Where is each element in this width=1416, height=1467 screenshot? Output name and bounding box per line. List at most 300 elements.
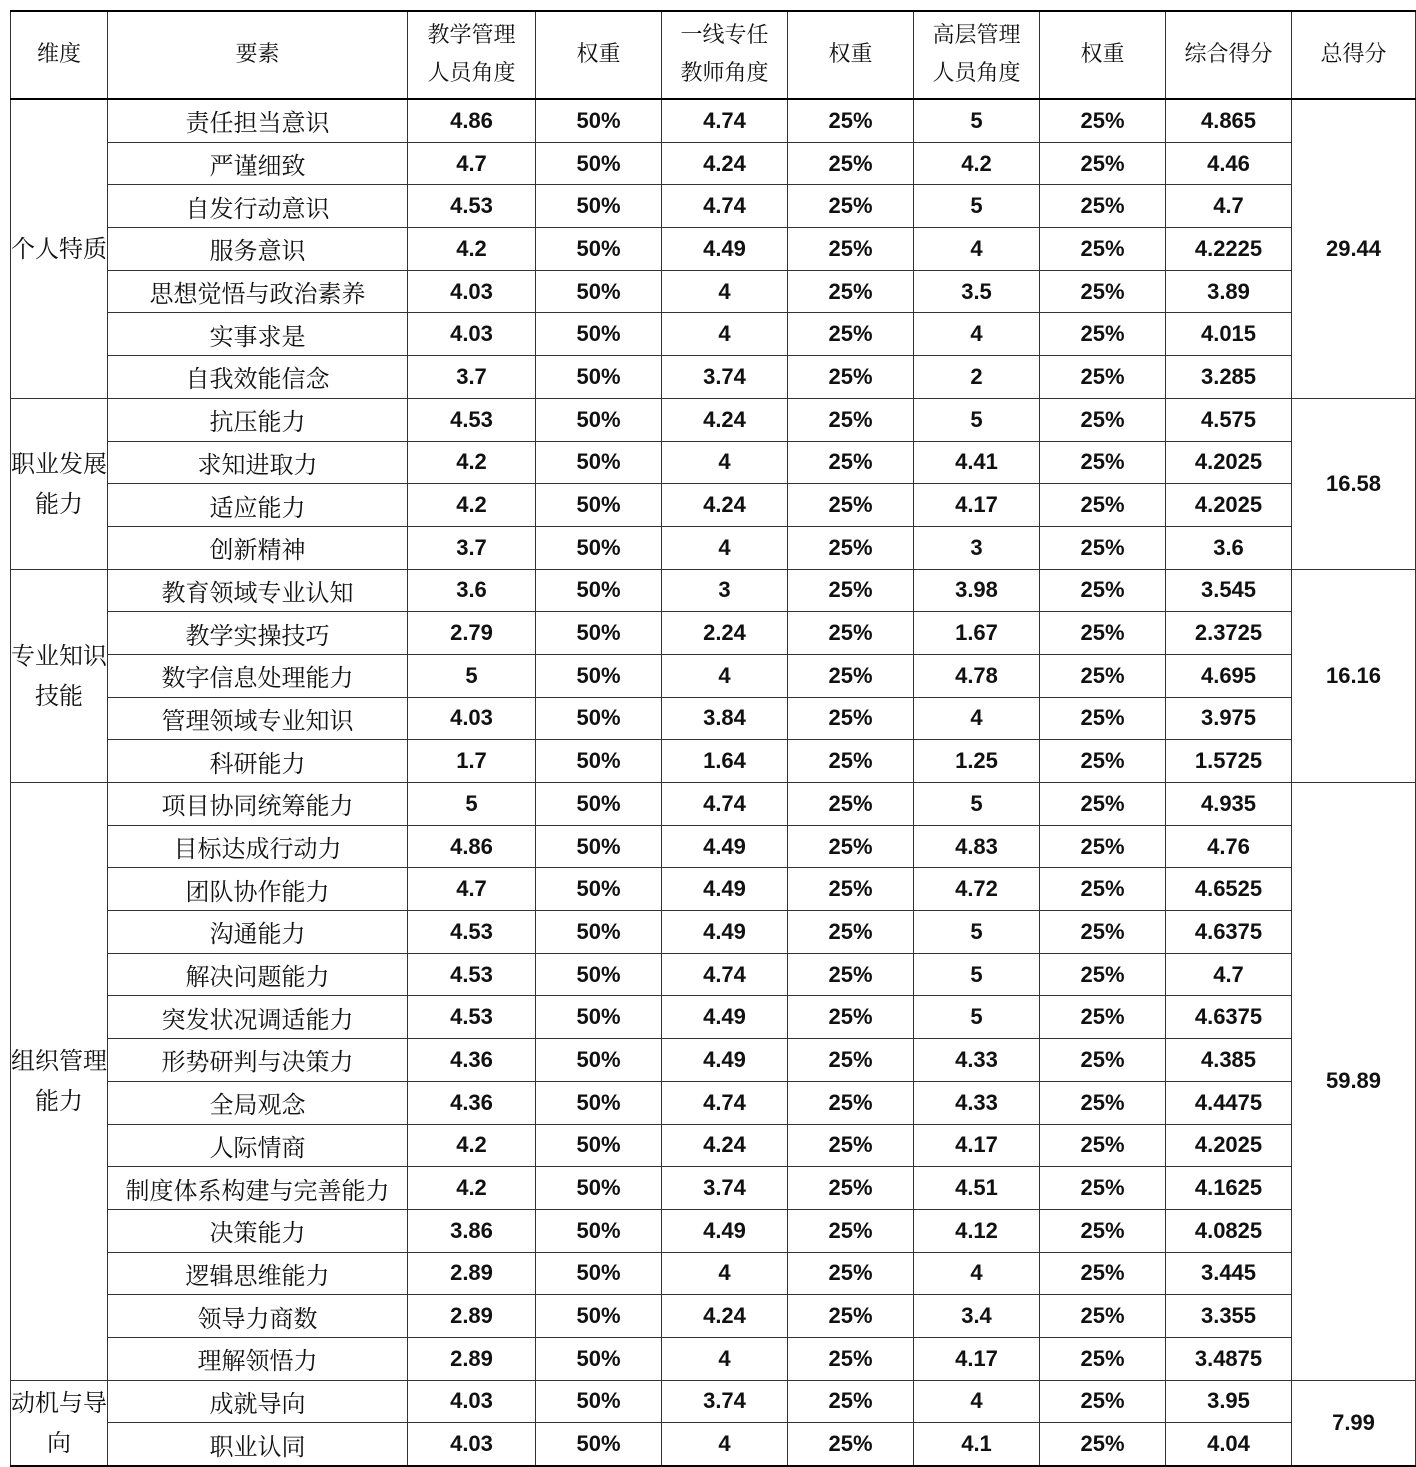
table-row	[11, 825, 1416, 868]
senior-admin-score: 4.83	[914, 825, 1040, 868]
weight-cell: 25%	[788, 783, 914, 826]
header-frontline-teacher-view: 一线专任教师角度	[662, 11, 788, 99]
weight-cell: 25%	[788, 1124, 914, 1167]
senior-admin-score: 4.41	[914, 441, 1040, 484]
teaching-admin-score: 3.7	[408, 526, 536, 569]
composite-score: 4.04	[1166, 1423, 1292, 1466]
weight-cell: 50%	[536, 612, 662, 655]
teaching-admin-score: 4.53	[408, 996, 536, 1039]
weight-cell: 25%	[1040, 484, 1166, 527]
weight-cell: 50%	[536, 783, 662, 826]
frontline-teacher-score: 4.49	[662, 1209, 788, 1252]
table-row	[11, 911, 1416, 954]
weight-cell: 50%	[536, 356, 662, 399]
weight-cell: 50%	[536, 99, 662, 142]
weight-cell: 25%	[1040, 783, 1166, 826]
teaching-admin-score: 4.2	[408, 441, 536, 484]
table-row	[11, 1081, 1416, 1124]
frontline-teacher-score: 3.74	[662, 1380, 788, 1423]
teaching-admin-score: 4.36	[408, 1039, 536, 1082]
composite-score: 4.575	[1166, 398, 1292, 441]
frontline-teacher-score: 3.84	[662, 697, 788, 740]
table-row	[11, 398, 1416, 441]
dimension-cell: 动机与导向	[11, 1380, 108, 1466]
element-cell: 理解领悟力	[108, 1337, 408, 1380]
weight-cell: 25%	[1040, 142, 1166, 185]
senior-admin-score: 4.33	[914, 1039, 1040, 1082]
weight-cell: 50%	[536, 185, 662, 228]
header-total-score: 总得分	[1292, 11, 1416, 99]
composite-score: 4.015	[1166, 313, 1292, 356]
table-row	[11, 953, 1416, 996]
senior-admin-score: 5	[914, 953, 1040, 996]
teaching-admin-score: 4.03	[408, 1380, 536, 1423]
frontline-teacher-score: 4	[662, 441, 788, 484]
table-row	[11, 441, 1416, 484]
weight-cell: 50%	[536, 1209, 662, 1252]
table-row	[11, 526, 1416, 569]
weight-cell: 25%	[1040, 1081, 1166, 1124]
dimension-cell: 专业知识技能	[11, 569, 108, 782]
frontline-teacher-score: 4.74	[662, 953, 788, 996]
table-row	[11, 1337, 1416, 1380]
teaching-admin-score: 2.89	[408, 1252, 536, 1295]
composite-score: 4.2025	[1166, 484, 1292, 527]
weight-cell: 25%	[788, 1252, 914, 1295]
frontline-teacher-score: 4.24	[662, 398, 788, 441]
frontline-teacher-score: 2.24	[662, 612, 788, 655]
table-row	[11, 1167, 1416, 1210]
senior-admin-score: 4.1	[914, 1423, 1040, 1466]
weight-cell: 25%	[1040, 356, 1166, 399]
weight-cell: 50%	[536, 996, 662, 1039]
weight-cell: 50%	[536, 270, 662, 313]
frontline-teacher-score: 4	[662, 526, 788, 569]
weight-cell: 25%	[788, 142, 914, 185]
header-weight-3: 权重	[1040, 11, 1166, 99]
weight-cell: 25%	[788, 228, 914, 271]
senior-admin-score: 3.4	[914, 1295, 1040, 1338]
teaching-admin-score: 2.89	[408, 1295, 536, 1338]
composite-score: 3.6	[1166, 526, 1292, 569]
frontline-teacher-score: 4	[662, 1252, 788, 1295]
weight-cell: 25%	[1040, 1423, 1166, 1466]
element-cell: 数字信息处理能力	[108, 654, 408, 697]
weight-cell: 25%	[1040, 313, 1166, 356]
teaching-admin-score: 5	[408, 654, 536, 697]
senior-admin-score: 5	[914, 996, 1040, 1039]
weight-cell: 25%	[1040, 1167, 1166, 1210]
weight-cell: 25%	[788, 185, 914, 228]
weight-cell: 25%	[788, 99, 914, 142]
table-row	[11, 228, 1416, 271]
frontline-teacher-score: 4.74	[662, 1081, 788, 1124]
table-row	[11, 1380, 1416, 1423]
weight-cell: 50%	[536, 1167, 662, 1210]
teaching-admin-score: 1.7	[408, 740, 536, 783]
element-cell: 沟通能力	[108, 911, 408, 954]
element-cell: 自我效能信念	[108, 356, 408, 399]
senior-admin-score: 4.12	[914, 1209, 1040, 1252]
teaching-admin-score: 5	[408, 783, 536, 826]
element-cell: 全局观念	[108, 1081, 408, 1124]
weight-cell: 25%	[788, 740, 914, 783]
weight-cell: 25%	[1040, 1380, 1166, 1423]
element-cell: 创新精神	[108, 526, 408, 569]
weight-cell: 25%	[1040, 1209, 1166, 1252]
header-weight-2: 权重	[788, 11, 914, 99]
weight-cell: 25%	[1040, 825, 1166, 868]
weight-cell: 25%	[1040, 1124, 1166, 1167]
table-row	[11, 313, 1416, 356]
composite-score: 4.46	[1166, 142, 1292, 185]
element-cell: 教学实操技巧	[108, 612, 408, 655]
table-row	[11, 1252, 1416, 1295]
teaching-admin-score: 4.36	[408, 1081, 536, 1124]
composite-score: 4.865	[1166, 99, 1292, 142]
frontline-teacher-score: 4	[662, 1423, 788, 1466]
element-cell: 逻辑思维能力	[108, 1252, 408, 1295]
teaching-admin-score: 4.03	[408, 697, 536, 740]
teaching-admin-score: 4.86	[408, 825, 536, 868]
teaching-admin-score: 4.2	[408, 228, 536, 271]
composite-score: 3.89	[1166, 270, 1292, 313]
element-cell: 成就导向	[108, 1380, 408, 1423]
weight-cell: 25%	[788, 996, 914, 1039]
total-score-cell: 16.16	[1292, 569, 1416, 782]
composite-score: 4.7	[1166, 185, 1292, 228]
composite-score: 4.6525	[1166, 868, 1292, 911]
weight-cell: 25%	[788, 356, 914, 399]
element-cell: 项目协同统筹能力	[108, 783, 408, 826]
teaching-admin-score: 3.6	[408, 569, 536, 612]
senior-admin-score: 4	[914, 313, 1040, 356]
composite-score: 4.0825	[1166, 1209, 1292, 1252]
weight-cell: 25%	[788, 484, 914, 527]
weight-cell: 25%	[788, 313, 914, 356]
table-body	[11, 99, 1416, 1466]
composite-score: 3.445	[1166, 1252, 1292, 1295]
element-cell: 管理领域专业知识	[108, 697, 408, 740]
weight-cell: 50%	[536, 1124, 662, 1167]
composite-score: 4.6375	[1166, 911, 1292, 954]
element-cell: 团队协作能力	[108, 868, 408, 911]
frontline-teacher-score: 4	[662, 1337, 788, 1380]
weight-cell: 25%	[788, 1337, 914, 1380]
header-dimension: 维度	[11, 11, 108, 99]
table-row	[11, 996, 1416, 1039]
composite-score: 3.285	[1166, 356, 1292, 399]
weight-cell: 25%	[1040, 868, 1166, 911]
table-row	[11, 1039, 1416, 1082]
weight-cell: 25%	[1040, 612, 1166, 655]
weight-cell: 25%	[1040, 996, 1166, 1039]
weight-cell: 25%	[1040, 270, 1166, 313]
weight-cell: 25%	[788, 1039, 914, 1082]
frontline-teacher-score: 4.74	[662, 185, 788, 228]
table-row	[11, 868, 1416, 911]
element-cell: 突发状况调适能力	[108, 996, 408, 1039]
senior-admin-score: 4.51	[914, 1167, 1040, 1210]
weight-cell: 50%	[536, 569, 662, 612]
table-row	[11, 356, 1416, 399]
weight-cell: 25%	[1040, 569, 1166, 612]
weight-cell: 25%	[1040, 1252, 1166, 1295]
senior-admin-score: 4.2	[914, 142, 1040, 185]
weight-cell: 50%	[536, 526, 662, 569]
teaching-admin-score: 4.7	[408, 868, 536, 911]
frontline-teacher-score: 4.49	[662, 228, 788, 271]
element-cell: 服务意识	[108, 228, 408, 271]
composite-score: 4.2025	[1166, 1124, 1292, 1167]
element-cell: 解决问题能力	[108, 953, 408, 996]
table-row	[11, 569, 1416, 612]
frontline-teacher-score: 4.24	[662, 1124, 788, 1167]
composite-score: 3.975	[1166, 697, 1292, 740]
weight-cell: 50%	[536, 825, 662, 868]
element-cell: 领导力商数	[108, 1295, 408, 1338]
weight-cell: 25%	[1040, 911, 1166, 954]
table-row	[11, 185, 1416, 228]
weight-cell: 25%	[1040, 740, 1166, 783]
weight-cell: 25%	[788, 868, 914, 911]
weight-cell: 25%	[1040, 1295, 1166, 1338]
weight-cell: 25%	[1040, 185, 1166, 228]
frontline-teacher-score: 3.74	[662, 1167, 788, 1210]
dimension-cell: 个人特质	[11, 99, 108, 398]
table-row	[11, 270, 1416, 313]
element-cell: 教育领域专业认知	[108, 569, 408, 612]
element-cell: 求知进取力	[108, 441, 408, 484]
weight-cell: 25%	[1040, 526, 1166, 569]
weight-cell: 50%	[536, 398, 662, 441]
composite-score: 4.1625	[1166, 1167, 1292, 1210]
composite-score: 3.4875	[1166, 1337, 1292, 1380]
score-table	[10, 10, 1416, 1467]
element-cell: 抗压能力	[108, 398, 408, 441]
composite-score: 4.4475	[1166, 1081, 1292, 1124]
weight-cell: 25%	[1040, 953, 1166, 996]
element-cell: 严谨细致	[108, 142, 408, 185]
senior-admin-score: 5	[914, 911, 1040, 954]
weight-cell: 25%	[788, 1081, 914, 1124]
teaching-admin-score: 4.03	[408, 313, 536, 356]
weight-cell: 50%	[536, 313, 662, 356]
dimension-cell: 组织管理能力	[11, 783, 108, 1381]
weight-cell: 25%	[788, 654, 914, 697]
composite-score: 4.385	[1166, 1039, 1292, 1082]
senior-admin-score: 1.67	[914, 612, 1040, 655]
dimension-cell: 职业发展能力	[11, 398, 108, 569]
senior-admin-score: 3.98	[914, 569, 1040, 612]
frontline-teacher-score: 4.49	[662, 996, 788, 1039]
teaching-admin-score: 4.03	[408, 270, 536, 313]
senior-admin-score: 4.78	[914, 654, 1040, 697]
weight-cell: 25%	[788, 697, 914, 740]
frontline-teacher-score: 4	[662, 313, 788, 356]
senior-admin-score: 5	[914, 783, 1040, 826]
weight-cell: 50%	[536, 441, 662, 484]
table-row	[11, 1124, 1416, 1167]
total-score-cell: 16.58	[1292, 398, 1416, 569]
weight-cell: 25%	[788, 398, 914, 441]
senior-admin-score: 4.17	[914, 484, 1040, 527]
weight-cell: 50%	[536, 1252, 662, 1295]
weight-cell: 50%	[536, 1423, 662, 1466]
senior-admin-score: 4	[914, 697, 1040, 740]
weight-cell: 25%	[788, 270, 914, 313]
weight-cell: 50%	[536, 1039, 662, 1082]
weight-cell: 50%	[536, 697, 662, 740]
weight-cell: 25%	[788, 1295, 914, 1338]
weight-cell: 50%	[536, 1081, 662, 1124]
senior-admin-score: 3	[914, 526, 1040, 569]
header-element: 要素	[108, 11, 408, 99]
total-score-cell: 29.44	[1292, 99, 1416, 398]
weight-cell: 25%	[788, 825, 914, 868]
table-row	[11, 142, 1416, 185]
header-composite-score: 综合得分	[1166, 11, 1292, 99]
weight-cell: 50%	[536, 1380, 662, 1423]
header-senior-admin-view: 高层管理人员角度	[914, 11, 1040, 99]
weight-cell: 25%	[1040, 654, 1166, 697]
senior-admin-score: 5	[914, 398, 1040, 441]
weight-cell: 25%	[788, 526, 914, 569]
weight-cell: 25%	[1040, 99, 1166, 142]
senior-admin-score: 4.17	[914, 1337, 1040, 1380]
senior-admin-score: 4	[914, 228, 1040, 271]
frontline-teacher-score: 4.74	[662, 783, 788, 826]
weight-cell: 25%	[1040, 228, 1166, 271]
weight-cell: 50%	[536, 1295, 662, 1338]
composite-score: 4.2025	[1166, 441, 1292, 484]
element-cell: 职业认同	[108, 1423, 408, 1466]
teaching-admin-score: 4.03	[408, 1423, 536, 1466]
total-score-cell: 59.89	[1292, 783, 1416, 1381]
frontline-teacher-score: 4	[662, 270, 788, 313]
frontline-teacher-score: 4.24	[662, 142, 788, 185]
teaching-admin-score: 3.86	[408, 1209, 536, 1252]
frontline-teacher-score: 4.49	[662, 1039, 788, 1082]
teaching-admin-score: 4.7	[408, 142, 536, 185]
senior-admin-score: 2	[914, 356, 1040, 399]
weight-cell: 50%	[536, 953, 662, 996]
composite-score: 4.2225	[1166, 228, 1292, 271]
weight-cell: 50%	[536, 740, 662, 783]
teaching-admin-score: 2.79	[408, 612, 536, 655]
weight-cell: 25%	[788, 441, 914, 484]
weight-cell: 25%	[788, 569, 914, 612]
element-cell: 制度体系构建与完善能力	[108, 1167, 408, 1210]
teaching-admin-score: 4.2	[408, 1167, 536, 1210]
weight-cell: 50%	[536, 868, 662, 911]
table-row	[11, 1423, 1416, 1466]
senior-admin-score: 1.25	[914, 740, 1040, 783]
weight-cell: 50%	[536, 654, 662, 697]
element-cell: 科研能力	[108, 740, 408, 783]
senior-admin-score: 4.33	[914, 1081, 1040, 1124]
teaching-admin-score: 4.86	[408, 99, 536, 142]
composite-score: 4.695	[1166, 654, 1292, 697]
composite-score: 3.545	[1166, 569, 1292, 612]
senior-admin-score: 4.72	[914, 868, 1040, 911]
element-cell: 思想觉悟与政治素养	[108, 270, 408, 313]
weight-cell: 25%	[788, 612, 914, 655]
teaching-admin-score: 3.7	[408, 356, 536, 399]
weight-cell: 25%	[788, 953, 914, 996]
weight-cell: 25%	[1040, 697, 1166, 740]
teaching-admin-score: 4.53	[408, 953, 536, 996]
teaching-admin-score: 4.53	[408, 911, 536, 954]
teaching-admin-score: 2.89	[408, 1337, 536, 1380]
element-cell: 形势研判与决策力	[108, 1039, 408, 1082]
weight-cell: 50%	[536, 142, 662, 185]
weight-cell: 25%	[788, 1423, 914, 1466]
table-row	[11, 697, 1416, 740]
weight-cell: 50%	[536, 1337, 662, 1380]
frontline-teacher-score: 4.24	[662, 484, 788, 527]
table-row	[11, 484, 1416, 527]
table-row	[11, 654, 1416, 697]
composite-score: 1.5725	[1166, 740, 1292, 783]
weight-cell: 25%	[788, 1167, 914, 1210]
weight-cell: 25%	[788, 911, 914, 954]
total-score-cell: 7.99	[1292, 1380, 1416, 1466]
composite-score: 3.355	[1166, 1295, 1292, 1338]
table-row	[11, 783, 1416, 826]
frontline-teacher-score: 4.74	[662, 99, 788, 142]
weight-cell: 50%	[536, 484, 662, 527]
header-teaching-admin-view: 教学管理人员角度	[408, 11, 536, 99]
frontline-teacher-score: 3.74	[662, 356, 788, 399]
element-cell: 责任担当意识	[108, 99, 408, 142]
teaching-admin-score: 4.2	[408, 1124, 536, 1167]
teaching-admin-score: 4.53	[408, 185, 536, 228]
frontline-teacher-score: 4.24	[662, 1295, 788, 1338]
element-cell: 自发行动意识	[108, 185, 408, 228]
weight-cell: 25%	[788, 1380, 914, 1423]
composite-score: 2.3725	[1166, 612, 1292, 655]
frontline-teacher-score: 4.49	[662, 825, 788, 868]
composite-score: 4.935	[1166, 783, 1292, 826]
senior-admin-score: 4	[914, 1252, 1040, 1295]
frontline-teacher-score: 3	[662, 569, 788, 612]
table-row	[11, 740, 1416, 783]
table-row	[11, 1209, 1416, 1252]
senior-admin-score: 5	[914, 99, 1040, 142]
table-row	[11, 612, 1416, 655]
teaching-admin-score: 4.53	[408, 398, 536, 441]
weight-cell: 25%	[1040, 398, 1166, 441]
teaching-admin-score: 4.2	[408, 484, 536, 527]
frontline-teacher-score: 4.49	[662, 868, 788, 911]
frontline-teacher-score: 4	[662, 654, 788, 697]
table-row	[11, 99, 1416, 142]
element-cell: 决策能力	[108, 1209, 408, 1252]
header-row	[11, 11, 1416, 99]
element-cell: 人际情商	[108, 1124, 408, 1167]
frontline-teacher-score: 4.49	[662, 911, 788, 954]
weight-cell: 25%	[1040, 1337, 1166, 1380]
weight-cell: 50%	[536, 911, 662, 954]
element-cell: 实事求是	[108, 313, 408, 356]
senior-admin-score: 4.17	[914, 1124, 1040, 1167]
composite-score: 4.7	[1166, 953, 1292, 996]
weight-cell: 25%	[788, 1209, 914, 1252]
frontline-teacher-score: 1.64	[662, 740, 788, 783]
element-cell: 适应能力	[108, 484, 408, 527]
element-cell: 目标达成行动力	[108, 825, 408, 868]
